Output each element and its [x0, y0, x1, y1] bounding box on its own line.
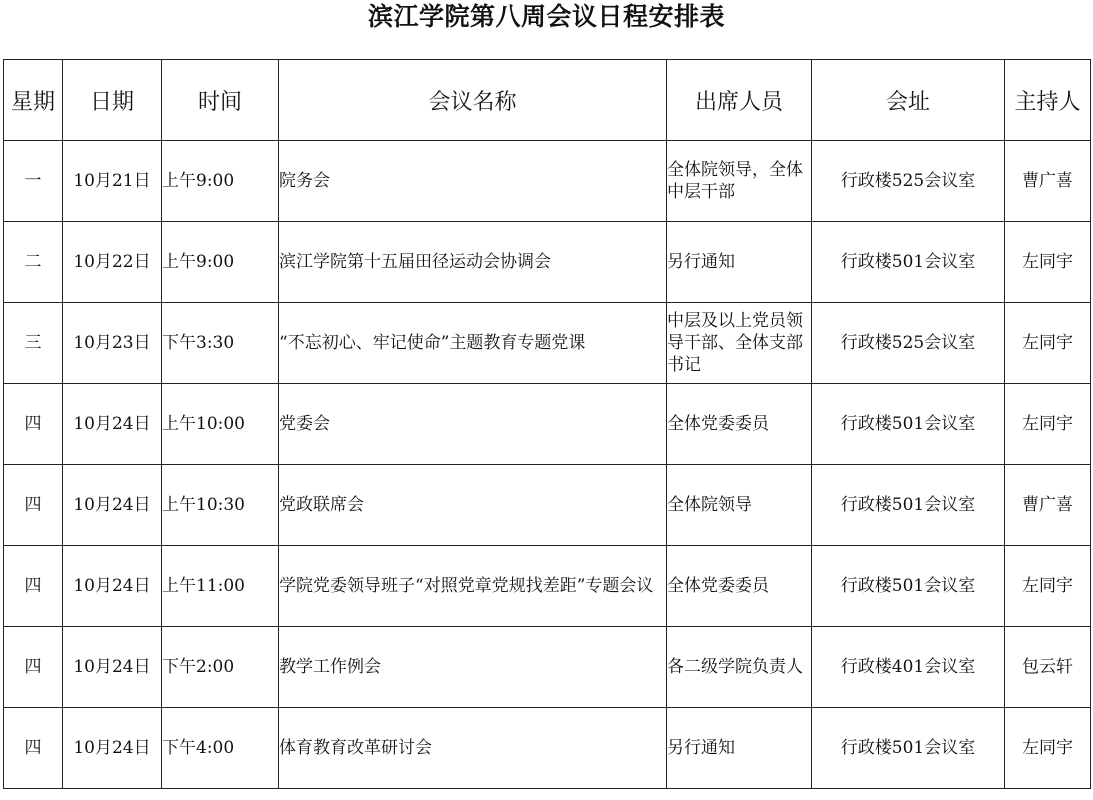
header-time: 时间	[162, 60, 279, 141]
header-date: 日期	[63, 60, 162, 141]
cell-venue: 行政楼525会议室	[812, 303, 1005, 384]
cell-host: 曹广喜	[1005, 465, 1091, 546]
cell-date: 10月21日	[63, 141, 162, 222]
cell-meeting: 党委会	[279, 384, 667, 465]
cell-venue: 行政楼525会议室	[812, 141, 1005, 222]
cell-attendees: 全体院领导	[667, 465, 812, 546]
cell-meeting: 院务会	[279, 141, 667, 222]
table-row	[4, 465, 1091, 546]
cell-weekday: 四	[4, 465, 63, 546]
cell-venue: 行政楼501会议室	[812, 465, 1005, 546]
cell-attendees: 另行通知	[667, 222, 812, 303]
table-row	[4, 627, 1091, 708]
header-weekday: 星期	[4, 60, 63, 141]
cell-date: 10月24日	[63, 546, 162, 627]
schedule-table	[3, 59, 1091, 789]
cell-time: 下午4:00	[162, 708, 279, 789]
cell-time: 上午9:00	[162, 222, 279, 303]
cell-weekday: 二	[4, 222, 63, 303]
table-row	[4, 222, 1091, 303]
cell-attendees: 各二级学院负责人	[667, 627, 812, 708]
cell-meeting: 滨江学院第十五届田径运动会协调会	[279, 222, 667, 303]
header-attendees: 出席人员	[667, 60, 812, 141]
cell-attendees: 中层及以上党员领导干部、全体支部书记	[667, 303, 812, 384]
cell-attendees: 全体党委委员	[667, 546, 812, 627]
cell-host: 左同宇	[1005, 708, 1091, 789]
cell-time: 下午3:30	[162, 303, 279, 384]
cell-host: 左同宇	[1005, 222, 1091, 303]
cell-date: 10月23日	[63, 303, 162, 384]
cell-venue: 行政楼501会议室	[812, 384, 1005, 465]
cell-weekday: 三	[4, 303, 63, 384]
cell-meeting: “不忘初心、牢记使命”主题教育专题党课	[279, 303, 667, 384]
cell-meeting: 教学工作例会	[279, 627, 667, 708]
cell-host: 左同宇	[1005, 384, 1091, 465]
cell-host: 曹广喜	[1005, 141, 1091, 222]
table-row	[4, 384, 1091, 465]
cell-venue: 行政楼501会议室	[812, 222, 1005, 303]
cell-venue: 行政楼501会议室	[812, 546, 1005, 627]
header-venue: 会址	[812, 60, 1005, 141]
cell-date: 10月24日	[63, 627, 162, 708]
cell-date: 10月22日	[63, 222, 162, 303]
header-meeting: 会议名称	[279, 60, 667, 141]
cell-attendees: 全体党委委员	[667, 384, 812, 465]
page-title: 滨江学院第八周会议日程安排表	[367, 2, 725, 31]
cell-venue: 行政楼501会议室	[812, 708, 1005, 789]
cell-time: 上午11:00	[162, 546, 279, 627]
table-row	[4, 303, 1091, 384]
cell-date: 10月24日	[63, 708, 162, 789]
cell-time: 上午10:00	[162, 384, 279, 465]
header-host: 主持人	[1005, 60, 1091, 141]
cell-host: 左同宇	[1005, 303, 1091, 384]
cell-meeting: 体育教育改革研讨会	[279, 708, 667, 789]
cell-attendees: 全体院领导，全体中层干部	[667, 141, 812, 222]
cell-date: 10月24日	[63, 384, 162, 465]
cell-host: 包云轩	[1005, 627, 1091, 708]
cell-weekday: 一	[4, 141, 63, 222]
cell-host: 左同宇	[1005, 546, 1091, 627]
table-header-row	[4, 60, 1091, 141]
cell-attendees: 另行通知	[667, 708, 812, 789]
cell-meeting: 学院党委领导班子“对照党章党规找差距”专题会议	[279, 546, 667, 627]
cell-time: 上午10:30	[162, 465, 279, 546]
cell-weekday: 四	[4, 384, 63, 465]
cell-weekday: 四	[4, 546, 63, 627]
cell-time: 上午9:00	[162, 141, 279, 222]
table-row	[4, 141, 1091, 222]
table-row	[4, 708, 1091, 789]
cell-date: 10月24日	[63, 465, 162, 546]
cell-venue: 行政楼401会议室	[812, 627, 1005, 708]
cell-meeting: 党政联席会	[279, 465, 667, 546]
cell-weekday: 四	[4, 627, 63, 708]
table-row	[4, 546, 1091, 627]
cell-weekday: 四	[4, 708, 63, 789]
cell-time: 下午2:00	[162, 627, 279, 708]
